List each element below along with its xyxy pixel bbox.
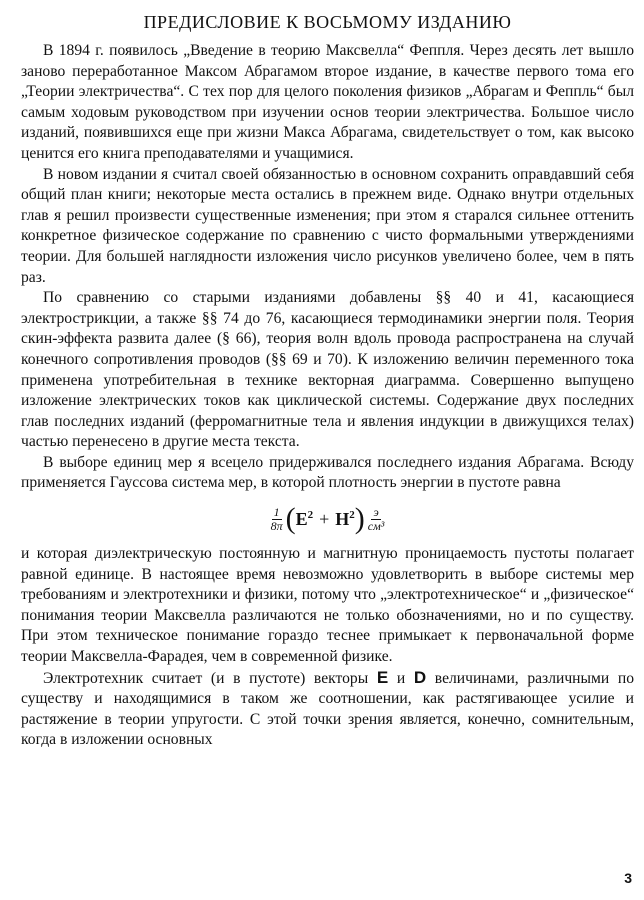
page-title: ПРЕДИСЛОВИЕ К ВОСЬМОМУ ИЗДАНИЮ bbox=[143, 12, 512, 32]
unit-fraction bbox=[368, 506, 385, 533]
energy-density-formula bbox=[21, 494, 634, 544]
paragraph-6-start: Электротехник считает (и в пустоте) векторы bbox=[43, 669, 369, 687]
paragraph-1: В 1894 г. появилось „Введение в теорию Максвелла“ Феппля. Через десять лет вышло заново переработанное Максом Абрагамом второе издание, в качестве первого тома его „Теории электричества“. С тех пор для целого поколения физиков „Абрагам и Феппль“ был самым ходовым руководством при изучении основ теории электричества. Большое число изданий, появившихся еще при жизни Макса Абрагама, свидетельствует о том, как высоко ценится его книга преподавателями и учащимися. bbox=[21, 42, 634, 162]
term-h-symbol: H bbox=[335, 508, 350, 529]
page-number: 3 bbox=[624, 870, 632, 886]
term-h-exponent: 2 bbox=[349, 508, 355, 521]
paragraph-2: В новом издании я считал своей обязанностью в основном сохранить оправдавший себя общий план книги; некоторые места остались в прежнем виде. Однако внутри отдельных глав я решил произвести существенные изменения; при этом я старался сильнее оттенить конкретное физическое содержание по сравнению с чисто формальными утверждениями теории. Для большей наглядности изложения число рисунков увеличено более, чем в пять раз. bbox=[21, 165, 634, 286]
close-paren: ) bbox=[354, 502, 365, 536]
coefficient-fraction bbox=[271, 506, 283, 533]
paragraph-3: По сравнению со старыми изданиями добавлены §§ 40 и 41, касающиеся электрострикции, а также §§ 74 до 76, касающиеся термодинамики энергии поля. Теория скин-эффекта развита далее (§ 66), теория волн вдоль провода распространена на случай конечного сопротивления проводов (§§ 69 и 70). К изложению величин переменного тока применена употребительная в технике векторная диаграмма. Совершенно выпущено изложение электрических токов как циклической системы. Содержание двух последних глав последних изданий (ферромагнитные тела и явления индукции в движущихся телах) частью перенесено в другие места текста. bbox=[21, 289, 634, 451]
paragraph-4: В выборе единиц мер я всецело придерживался последнего издания Абрагама. Всюду применяется Гауссова система мер, в которой плотность энергии в пустоте равна bbox=[21, 453, 634, 492]
paragraph-6 bbox=[21, 668, 634, 751]
unit-denominator: см³ bbox=[367, 518, 385, 533]
paragraph-6-end: величинами, различными по существу и находящимися в таком же соотношении, как растягивающее усилие и растяжение в теории упругости. С этой точки зрения является, конечно, сомнительным, когда в изложении основных bbox=[21, 669, 635, 749]
coefficient-denominator: 8π bbox=[270, 518, 283, 533]
paragraph-6-and: и bbox=[396, 669, 406, 687]
term-e-symbol: E bbox=[295, 508, 308, 529]
term-h bbox=[335, 509, 355, 530]
open-paren: ( bbox=[285, 502, 296, 536]
unit-numerator: э bbox=[373, 504, 379, 519]
paragraph-5: и которая диэлектрическую постоянную и магнитную проницаемость пустоты полагает равной единице. В настоящее время невозможно удовлетворить в выборе системы мер требованиям и электротехники и физики, потому что „электротехническое“ и „физическое“ понимания теории Максвелла различаются не только обозначениями, но и по существу. При этом техническое понимание гораздо теснее примыкает к первоначальной форме теории Максвелла-Фарадея, чем в современной физике. bbox=[21, 545, 634, 666]
vector-e: E bbox=[376, 667, 389, 687]
coefficient-numerator: 1 bbox=[273, 504, 280, 519]
term-e-exponent: 2 bbox=[307, 508, 314, 521]
vector-d: D bbox=[413, 667, 427, 687]
plus-sign: + bbox=[319, 508, 330, 529]
term-e bbox=[296, 509, 314, 530]
